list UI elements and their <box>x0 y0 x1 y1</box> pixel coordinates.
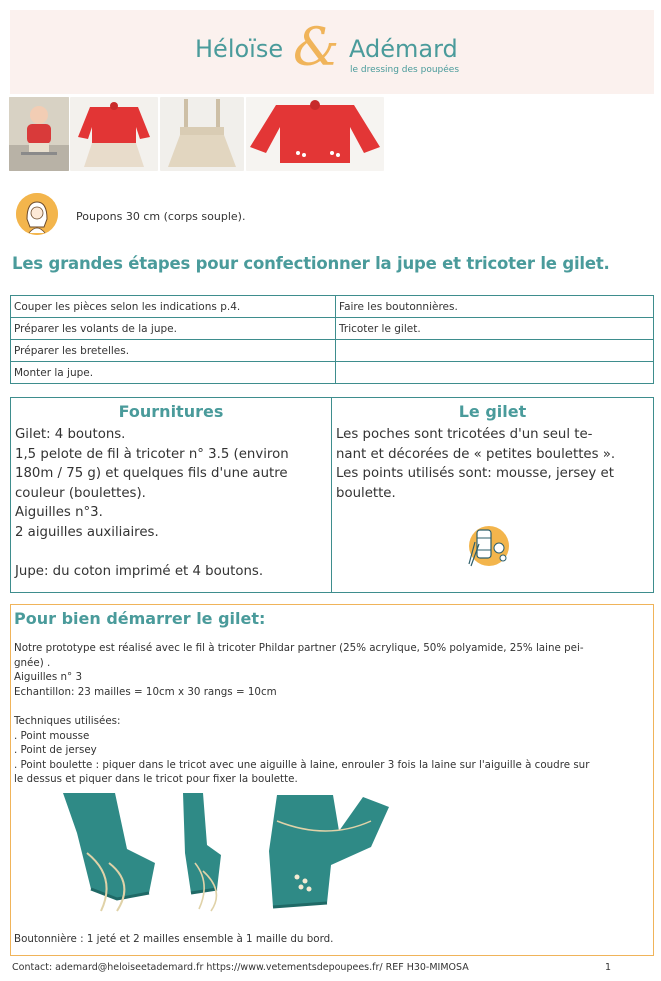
gilet-title: Le gilet <box>458 402 527 421</box>
brand-name-right: Adémard <box>349 35 458 63</box>
table-cell: Couper les pièces selon les indications p.4. <box>11 296 336 318</box>
table-cell: Tricoter le gilet. <box>336 318 654 340</box>
gilet-description <box>332 425 653 503</box>
fournitures-line: 180m / 75 g) et quelques fils d'une autre <box>15 466 288 481</box>
instruction-line: Notre prototype est réalisé avec le fil à tricoter Phildar partner (25% acrylique, 50% polyamide, 25% laine pei- <box>14 642 584 654</box>
start-title: Pour bien démarrer le gilet: <box>14 609 266 628</box>
photo-skirt <box>160 97 244 171</box>
instruction-line: gnée) . <box>14 656 51 669</box>
fournitures-line: Jupe: du coton imprimé et 4 boutons. <box>15 563 264 579</box>
steps-heading: Les grandes étapes pour confectionner la jupe et tricoter le gilet. <box>12 254 610 273</box>
instruction-line: Techniques utilisées: <box>14 714 121 727</box>
instruction-line: Aiguilles n° 3 <box>14 671 83 684</box>
table-row <box>11 362 654 384</box>
gilet-line: boulette. <box>336 485 396 501</box>
table-cell: Monter la jupe. <box>11 362 336 384</box>
fournitures-title: Fournitures <box>118 402 224 421</box>
brand-name-left: Héloïse <box>195 35 284 63</box>
instruction-line: . Point de jersey <box>14 744 97 757</box>
instruction-line: . Point boulette : piquer dans le tricot avec une aiguille à laine, enrouler 3 fois la laine sur l'aiguille à coudre sur <box>14 758 590 771</box>
steps-table <box>10 295 654 384</box>
brand-tagline: le dressing des poupées <box>350 65 460 75</box>
fournitures-line: 2 aiguilles auxiliaires. <box>15 524 159 540</box>
header-banner <box>10 10 654 94</box>
photo-cardigan-skirt <box>70 97 158 171</box>
table-row <box>11 340 654 362</box>
knitting-photo-1 <box>57 793 157 913</box>
buttonhole-note: Boutonnière : 1 jeté et 2 mailles ensemble à 1 maille du bord. <box>14 933 334 945</box>
instruction-line: Echantillon: 23 mailles = 10cm x 30 rangs = 10cm <box>14 685 277 698</box>
gilet-line: Les poches sont tricotées d'un seul te- <box>336 427 593 442</box>
footer-contact: Contact: ademard@heloiseetademard.fr https://www.vetementsdepoupees.fr/ REF H30-MIMOSA <box>12 962 469 973</box>
knitting-photo-3 <box>267 791 391 915</box>
fournitures-line: 1,5 pelote de fil à tricoter n° 3.5 (environ <box>15 446 289 462</box>
table-cell: Faire les boutonnières. <box>336 296 654 318</box>
table-row <box>11 296 654 318</box>
doll-avatar-icon <box>16 193 58 235</box>
knitting-photo-2 <box>181 793 231 913</box>
start-instructions <box>14 641 650 787</box>
table-row <box>11 318 654 340</box>
photo-doll <box>9 97 69 171</box>
gilet-line: Les points utilisés sont: mousse, jersey et <box>336 466 614 481</box>
start-section <box>10 604 654 956</box>
table-cell <box>336 340 654 362</box>
table-cell <box>336 362 654 384</box>
gilet-box <box>331 397 654 593</box>
doll-size-label: Poupons 30 cm (corps souple). <box>76 210 246 223</box>
fournitures-line: couleur (boulettes). <box>15 485 146 501</box>
fournitures-line: Aiguilles n°3. <box>15 505 103 520</box>
sewing-kit-icon <box>463 520 513 570</box>
table-cell: Préparer les bretelles. <box>11 340 336 362</box>
instruction-line: . Point mousse <box>14 729 90 742</box>
instruction-line: le dessus et piquer dans le tricot pour fixer la boulette. <box>14 773 298 786</box>
page-number: 1 <box>605 962 612 973</box>
photo-cardigan <box>246 97 384 171</box>
brand-ampersand: & <box>293 18 340 78</box>
table-cell: Préparer les volants de la jupe. <box>11 318 336 340</box>
fournitures-line: Gilet: 4 boutons. <box>15 427 126 442</box>
instruction-line <box>14 699 650 714</box>
fournitures-list <box>11 425 331 581</box>
fournitures-line <box>15 542 327 562</box>
fournitures-box <box>10 397 332 593</box>
gilet-line: nant et décorées de « petites boulettes ». <box>336 446 616 462</box>
